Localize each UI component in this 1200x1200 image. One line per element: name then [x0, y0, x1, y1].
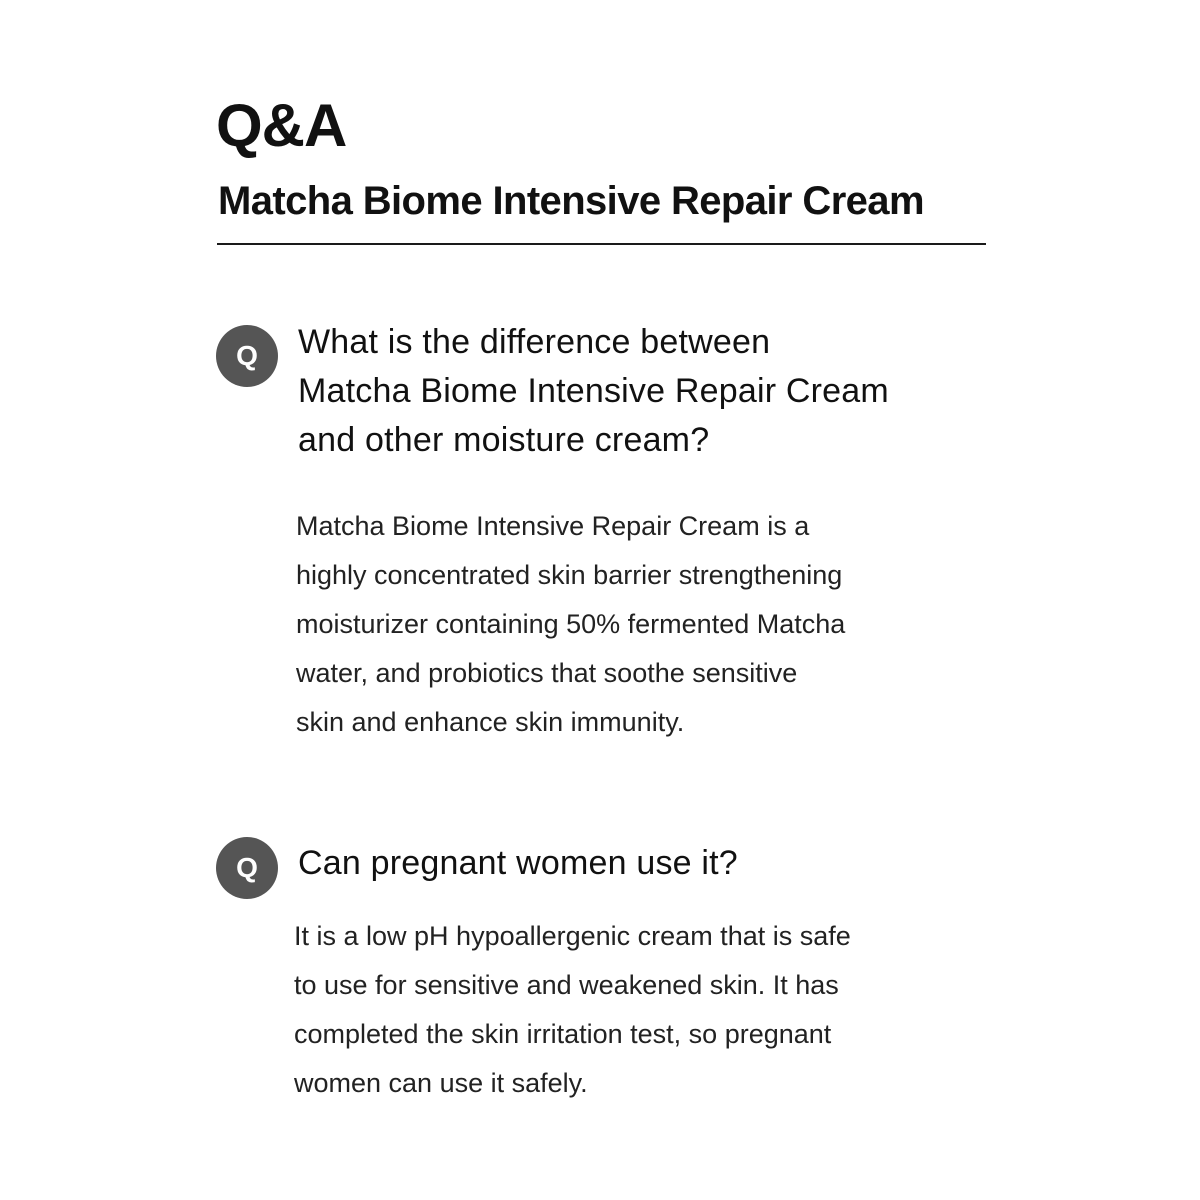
answer-line: water, and probiotics that soothe sensitive: [296, 658, 798, 688]
answer-line: Matcha Biome Intensive Repair Cream is a: [296, 511, 810, 541]
answer-line: moisturizer containing 50% fermented Matcha: [296, 609, 846, 639]
answer-line: highly concentrated skin barrier strengthening: [296, 560, 843, 590]
answer-line: It is a low pH hypoallergenic cream that is safe: [294, 921, 851, 951]
question-line: Can pregnant women use it?: [298, 844, 738, 882]
faq-question-2: [298, 839, 738, 888]
question-line: and other moisture cream?: [298, 421, 710, 459]
title-divider: [217, 243, 986, 245]
answer-line: to use for sensitive and weakened skin. It has: [294, 970, 839, 1000]
question-badge-icon: Q: [216, 325, 278, 387]
faq-answer-1: [296, 502, 845, 747]
faq-question-1: [298, 318, 889, 465]
page-title: Q&A: [216, 92, 347, 159]
question-line: What is the difference between: [298, 323, 771, 361]
answer-line: skin and enhance skin immunity.: [296, 707, 685, 737]
question-badge-icon: Q: [216, 837, 278, 899]
faq-answer-2: [294, 912, 851, 1108]
answer-line: women can use it safely.: [294, 1068, 588, 1098]
answer-line: completed the skin irritation test, so pregnant: [294, 1019, 832, 1049]
question-line: Matcha Biome Intensive Repair Cream: [298, 372, 889, 410]
product-name: Matcha Biome Intensive Repair Cream: [218, 179, 924, 223]
